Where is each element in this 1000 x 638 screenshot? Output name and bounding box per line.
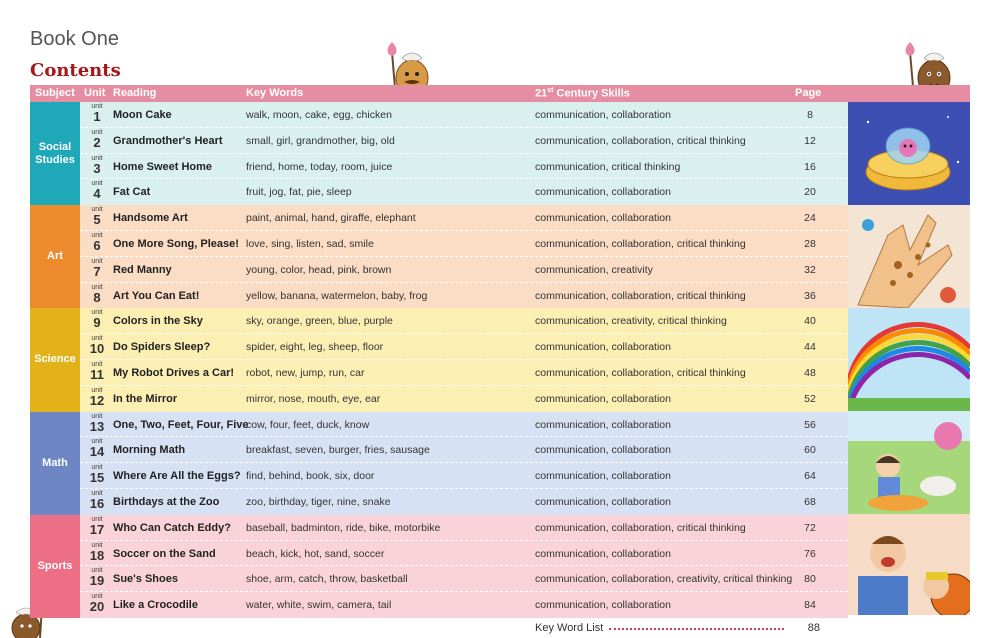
unit-number: 18 [89,547,105,563]
key-words: breakfast, seven, burger, fries, sausage [246,444,430,457]
key-words: find, behind, book, six, door [246,470,375,483]
reading-title: Like a Crocodile [113,599,198,612]
century-skills: communication, collaboration [535,444,671,457]
reading-title: Soccer on the Sand [113,547,216,560]
unit-number: 3 [93,160,101,176]
century-skills: communication, collaboration [535,418,671,431]
header-skills: 21st Century Skills [535,87,630,100]
reading-title: Do Spiders Sleep? [113,341,211,354]
table-row [80,437,848,463]
unit-number: 12 [89,392,105,408]
unit-label: unit [91,541,103,549]
table-row [80,231,848,257]
table-header [30,85,970,102]
header-subject: Subject [35,87,75,99]
key-words: cow, four, feet, duck, know [246,418,370,431]
header-key-words: Key Words [246,87,304,99]
subject-cell: Math [30,412,80,515]
century-skills: communication, collaboration, creativity, critical thinking [535,573,793,586]
century-skills: communication, collaboration, critical thinking [535,367,746,379]
reading-title: Fat Cat [113,186,151,199]
page-number: 76 [804,547,816,560]
sports-illustration [848,514,970,615]
century-skills: communication, collaboration [535,186,671,199]
page-number: 84 [804,599,816,612]
reading-title: Morning Math [113,444,186,457]
reading-title: Birthdays at the Zoo [113,496,220,508]
page-number: 60 [804,444,816,457]
dotted-leader [609,628,784,630]
unit-number: 7 [93,263,101,279]
unit-number: 2 [93,134,101,150]
key-words: yellow, banana, watermelon, baby, frog [246,289,428,302]
unit-label: unit [91,180,103,188]
century-skills: communication, collaboration, critical thinking [535,289,746,302]
page-number: 40 [804,315,816,328]
century-skills: communication, collaboration [535,496,671,508]
reading-title: Where Are All the Eggs? [113,470,241,483]
unit-label: unit [91,154,103,162]
contents-title: Contents [30,60,121,81]
century-skills: communication, collaboration, critical thinking [535,521,746,534]
unit-number: 10 [89,341,105,357]
century-skills: communication, creativity [535,263,653,276]
century-skills: communication, collaboration [535,341,671,354]
table-row [80,283,848,309]
table-row [80,412,848,438]
key-words: love, sing, listen, sad, smile [246,238,374,250]
unit-label: unit [91,335,103,343]
unit-number: 1 [93,109,101,124]
unit-label: unit [91,438,103,446]
century-skills: communication, collaboration [535,392,671,405]
page-number: 64 [804,470,816,483]
subject-cell: Art [30,205,80,308]
reading-title: One More Song, Please! [113,238,239,250]
unit-number: 20 [89,599,105,615]
book-title: Book One [30,28,119,50]
table-row [80,154,848,180]
unit-label: unit [91,593,103,601]
unit-number: 11 [90,367,104,382]
page-number: 48 [804,367,816,379]
footer-label: Key Word List [535,622,604,634]
unit-label: unit [91,232,103,239]
table-row [80,463,848,489]
page-number: 32 [804,263,816,276]
reading-title: Grandmother's Heart [113,134,223,147]
unit-label: unit [91,309,103,317]
key-words: water, white, swim, camera, tail [246,599,392,612]
table-row [80,489,848,515]
table-row [80,128,848,154]
unit-number: 9 [93,315,101,331]
unit-label: unit [91,128,103,136]
contents-table [30,85,970,615]
rainbow-illustration [848,308,970,411]
century-skills: communication, collaboration, critical thinking [535,238,746,250]
page-number: 56 [804,418,816,431]
page-number: 24 [804,212,816,225]
reading-title: Moon Cake [113,109,172,121]
key-words: friend, home, today, room, juice [246,160,393,173]
unit-number: 4 [93,186,101,202]
reading-title: Art You Can Eat! [113,289,200,302]
page-number: 72 [804,521,816,534]
page-number: 36 [804,289,816,302]
unit-label: unit [91,490,103,497]
unit-number: 5 [93,212,101,228]
century-skills: communication, collaboration [535,599,671,612]
table-row [80,308,848,334]
key-words: beach, kick, hot, sand, soccer [246,547,385,560]
reading-title: Home Sweet Home [113,160,213,173]
reading-title: Sue's Shoes [113,573,178,586]
page-number: 80 [804,573,816,586]
key-words: robot, new, jump, run, car [246,367,365,379]
key-words: shoe, arm, catch, throw, basketball [246,573,408,586]
century-skills: communication, collaboration [535,212,671,225]
page-number: 28 [804,238,816,250]
unit-label: unit [91,412,103,420]
subject-cell: Social Studies [30,102,80,205]
page-number: 68 [804,496,816,508]
table-row [80,386,848,412]
unit-label: unit [91,515,103,523]
reading-title: Who Can Catch Eddy? [113,521,231,534]
key-words: walk, moon, cake, egg, chicken [246,109,392,121]
unit-label: unit [91,206,103,214]
unit-label: unit [91,257,103,265]
reading-title: Handsome Art [113,212,188,225]
unit-label: unit [91,361,103,368]
page-number: 52 [804,392,816,405]
key-words: small, girl, grandmother, big, old [246,134,395,147]
reading-title: One, Two, Feet, Four, Five [113,418,249,431]
unit-label: unit [91,567,103,575]
reading-title: Red Manny [113,263,172,276]
table-row [80,257,848,283]
unit-number: 17 [89,521,105,537]
table-row [80,541,848,567]
page-number: 20 [804,186,816,199]
century-skills: communication, creativity, critical thinking [535,315,727,328]
table-row [80,592,848,618]
header-unit: Unit [84,87,106,99]
unit-number: 13 [89,418,105,434]
page-number: 12 [804,134,816,147]
unit-label: unit [91,283,103,291]
page-number: 44 [804,341,816,354]
century-skills: communication, critical thinking [535,160,681,173]
header-page: Page [795,87,822,99]
zoo-illustration [848,411,970,514]
reading-title: Colors in the Sky [113,315,203,328]
table-row [80,179,848,205]
key-words: fruit, jog, fat, pie, sleep [246,186,352,199]
key-word-list-entry [535,622,820,634]
key-words: baseball, badminton, ride, bike, motorbike [246,521,441,534]
reading-title: My Robot Drives a Car! [113,367,235,379]
century-skills: communication, collaboration [535,547,671,560]
header-reading: Reading [113,87,157,99]
century-skills: communication, collaboration [535,470,671,483]
key-words: spider, eight, leg, sheep, floor [246,341,384,354]
unit-label: unit [91,103,103,110]
table-row [80,205,848,231]
unit-number: 6 [93,238,101,253]
moon-cake-illustration [848,102,970,205]
unit-number: 16 [89,496,105,511]
unit-number: 15 [89,470,105,486]
table-row [80,515,848,541]
subject-cell: Science [30,308,80,411]
reading-title: In the Mirror [113,392,178,405]
footer-page: 88 [807,622,820,634]
unit-label: unit [91,386,103,394]
table-row [80,360,848,386]
key-words: zoo, birthday, tiger, nine, snake [246,496,391,508]
subject-cell: Sports [30,515,80,618]
key-words: mirror, nose, mouth, eye, ear [246,392,381,405]
page-number: 16 [804,160,816,173]
century-skills: communication, collaboration [535,109,671,121]
unit-number: 8 [93,289,101,305]
page-number: 8 [807,109,813,121]
table-row [80,102,848,128]
table-row [80,334,848,360]
unit-number: 14 [89,444,105,460]
key-words: young, color, head, pink, brown [246,263,392,276]
century-skills: communication, collaboration, critical thinking [535,134,746,147]
unit-label: unit [91,464,103,472]
key-words: paint, animal, hand, giraffe, elephant [246,212,416,225]
unit-number: 19 [89,573,105,589]
table-row [80,566,848,592]
key-words: sky, orange, green, blue, purple [246,315,393,328]
giraffe-hand-illustration [848,205,970,308]
